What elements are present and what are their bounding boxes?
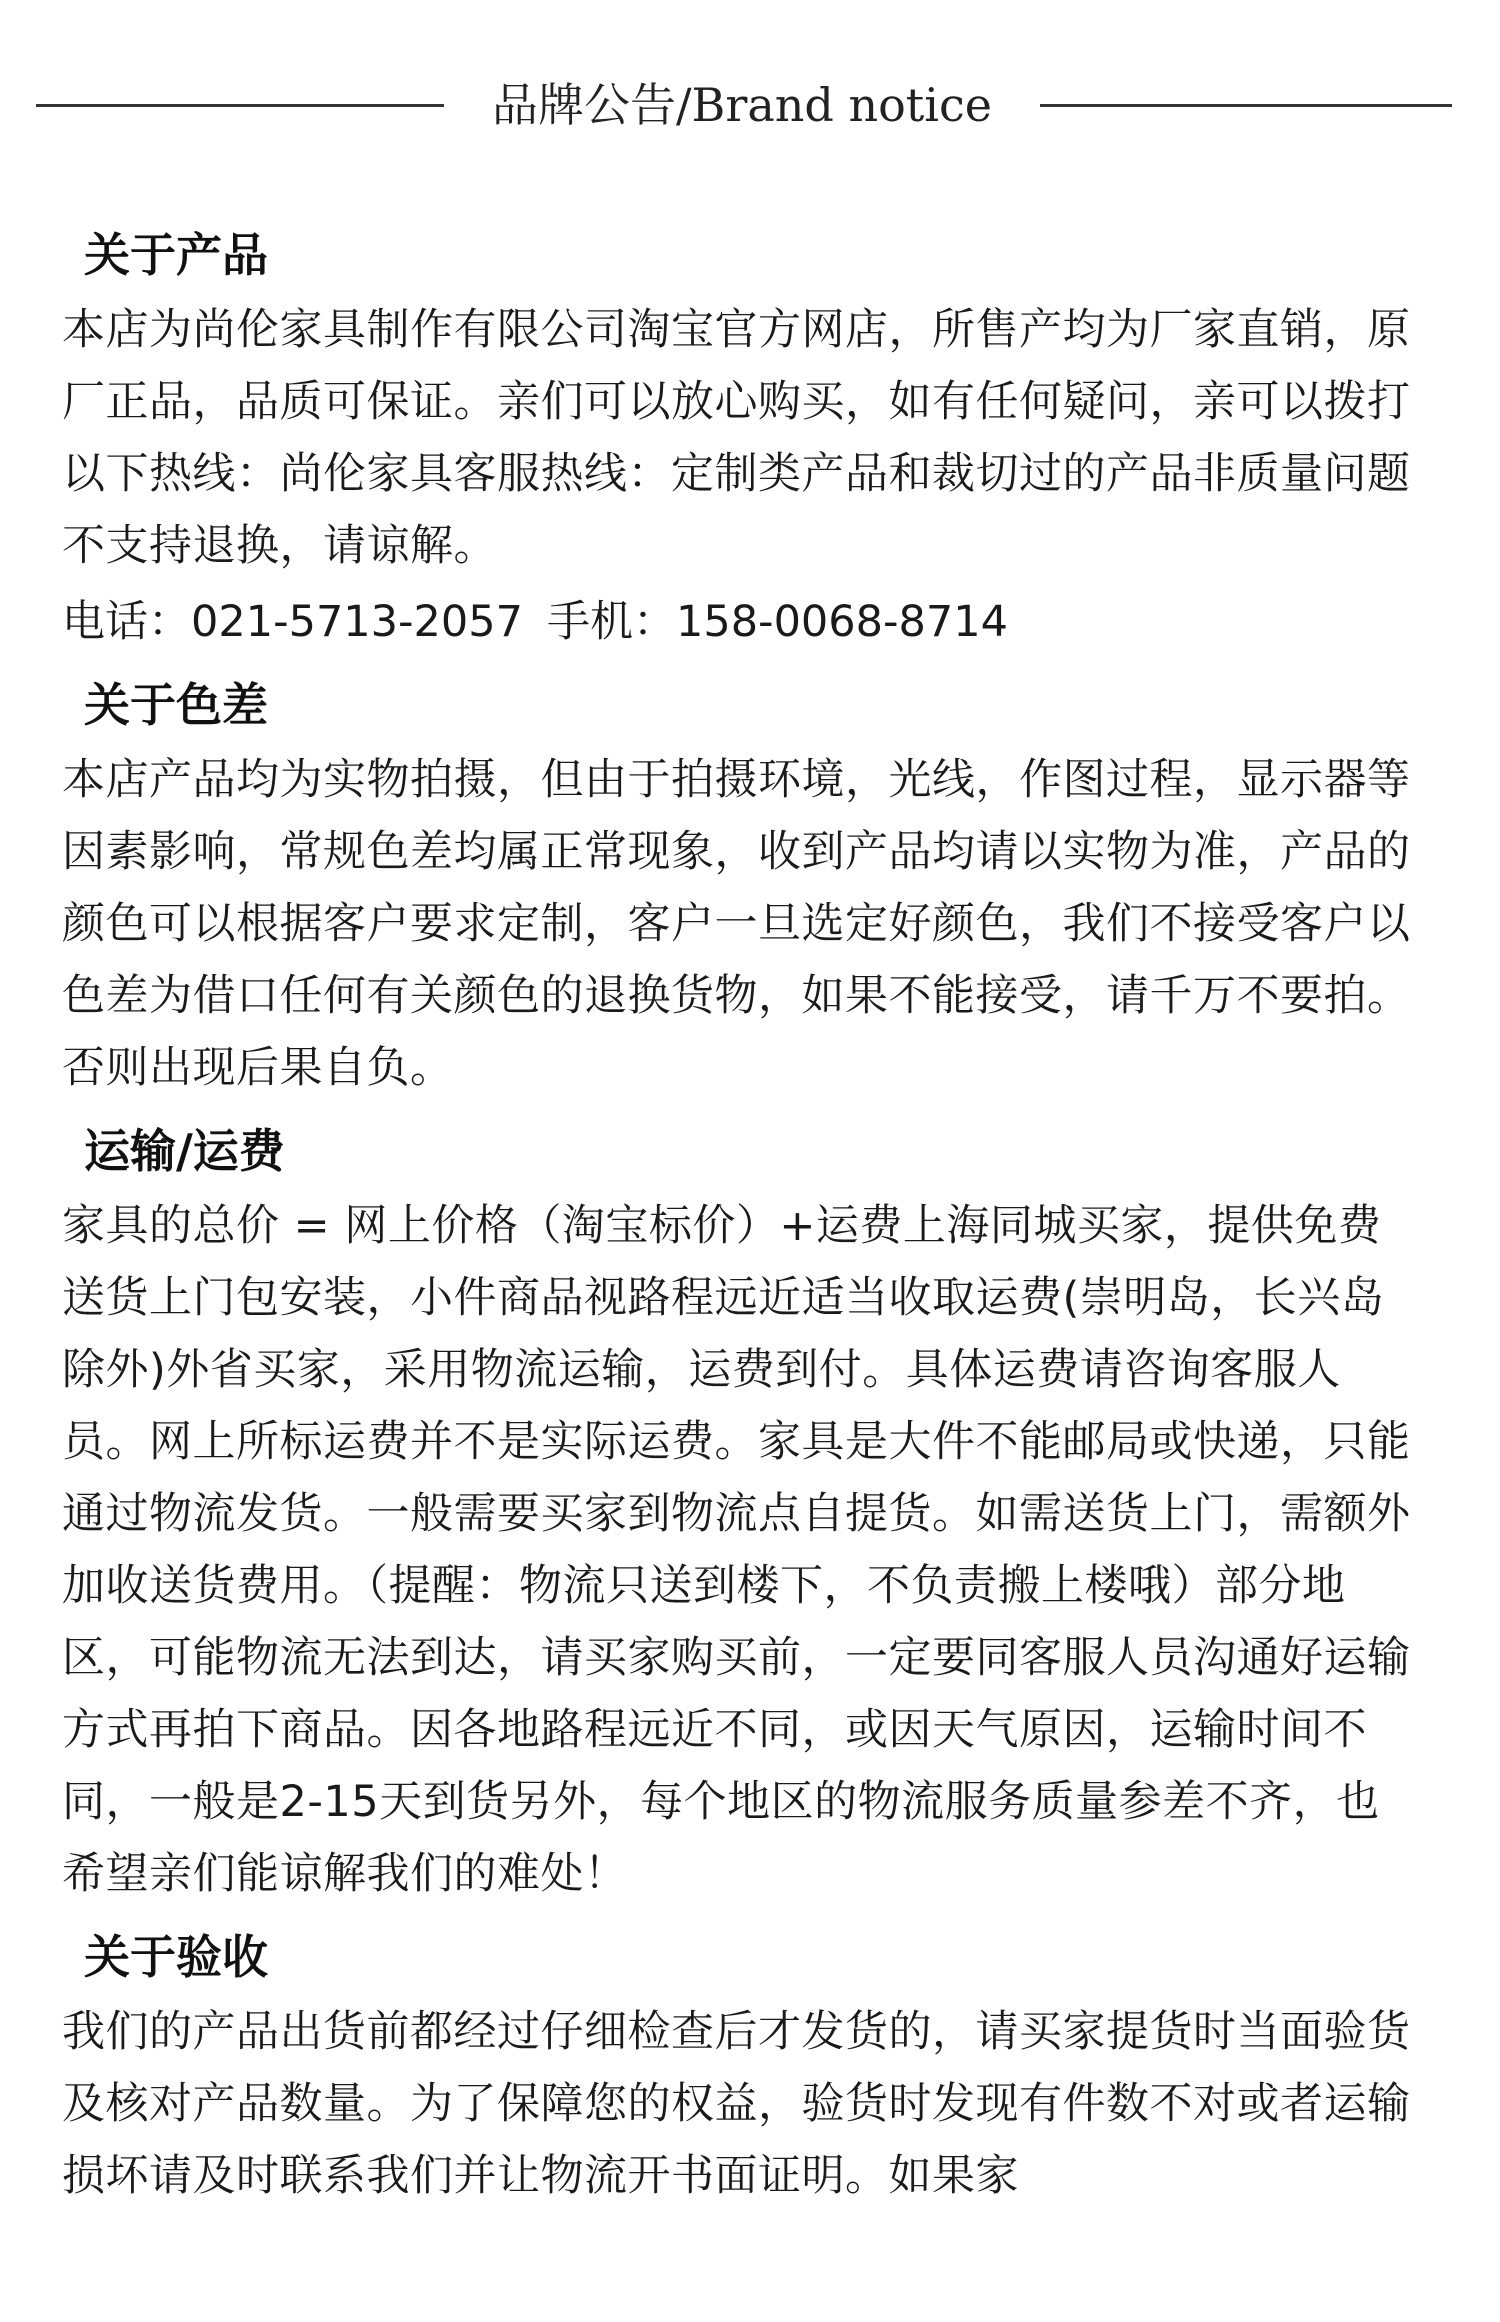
notice-content xyxy=(62,222,1422,2226)
section-text: 本店为尚伦家具制作有限公司淘宝官方网店，所售产均为厂家直销，原厂正品，品质可保证。亲们可以放心购买，如有任何疑问，亲可以拨打以下热线：尚伦家具客服热线：定制类产品和裁切过的产品非质量问题不支持退换，请谅解。 xyxy=(62,305,1411,571)
section-text: 本店产品均为实物拍摄，但由于拍摄环境，光线，作图过程，显示器等因素影响，常规色差均属正常现象，收到产品均请以实物为准，产品的颜色可以根据客户要求定制，客户一旦选定好颜色，我们不接受客户以色差为借口任何有关颜色的退换货物，如果不能接受，请千万不要拍。否则出现后果自负。 xyxy=(62,755,1411,1093)
section-text: 我们的产品出货前都经过仔细检查后才发货的，请买家提货时当面验货及核对产品数量。为了保障您的权益，验货时发现有件数不对或者运输损坏请及时联系我们并让物流开书面证明。如果家 xyxy=(62,2007,1411,2201)
section-text: 家具的总价 = 网上价格（淘宝标价）+运费上海同城买家，提供免费送货上门包安装，小件商品视路程远近适当收取运费(崇明岛，长兴岛除外)外省买家，采用物流运输，运费到付。具体运费请咨询客服人员。网上所标运费并不是实际运费。家具是大件不能邮局或快递，只能通过物流发货。一般需要买家到物流点自提货。如需送货上门，需额外加收送货费用。（提醒：物流只送到楼下，不负责搬上楼哦）部分地区，可能物流无法到达，请买家购买前，一定要同客服人员沟通好运输方式再拍下商品。因各地路程远近不同，或因天气原因，运输时间不同，一般是2-15天到货另外，每个地区的物流服务质量参差不齐，也希望亲们能谅解我们的难处！ xyxy=(62,1201,1411,1899)
section-title: 关于验收 xyxy=(84,1930,268,1984)
page-title: 品牌公告/Brand notice xyxy=(492,78,992,132)
section-shipping xyxy=(62,1118,1422,1910)
phone-number: 电话：021-5713-2057 xyxy=(62,597,523,647)
section-color-difference xyxy=(62,672,1422,1104)
header-rule-right xyxy=(1040,104,1452,107)
section-title: 关于色差 xyxy=(84,678,268,732)
section-title: 关于产品 xyxy=(84,228,268,282)
section-title: 运输/运费 xyxy=(84,1124,285,1178)
header-rule-left xyxy=(36,104,444,107)
section-inspection xyxy=(62,1924,1422,2212)
mobile-number: 手机：158-0068-8714 xyxy=(546,597,1008,647)
notice-header xyxy=(0,62,1500,152)
contact-line xyxy=(62,586,1422,658)
section-about-product xyxy=(62,222,1422,658)
